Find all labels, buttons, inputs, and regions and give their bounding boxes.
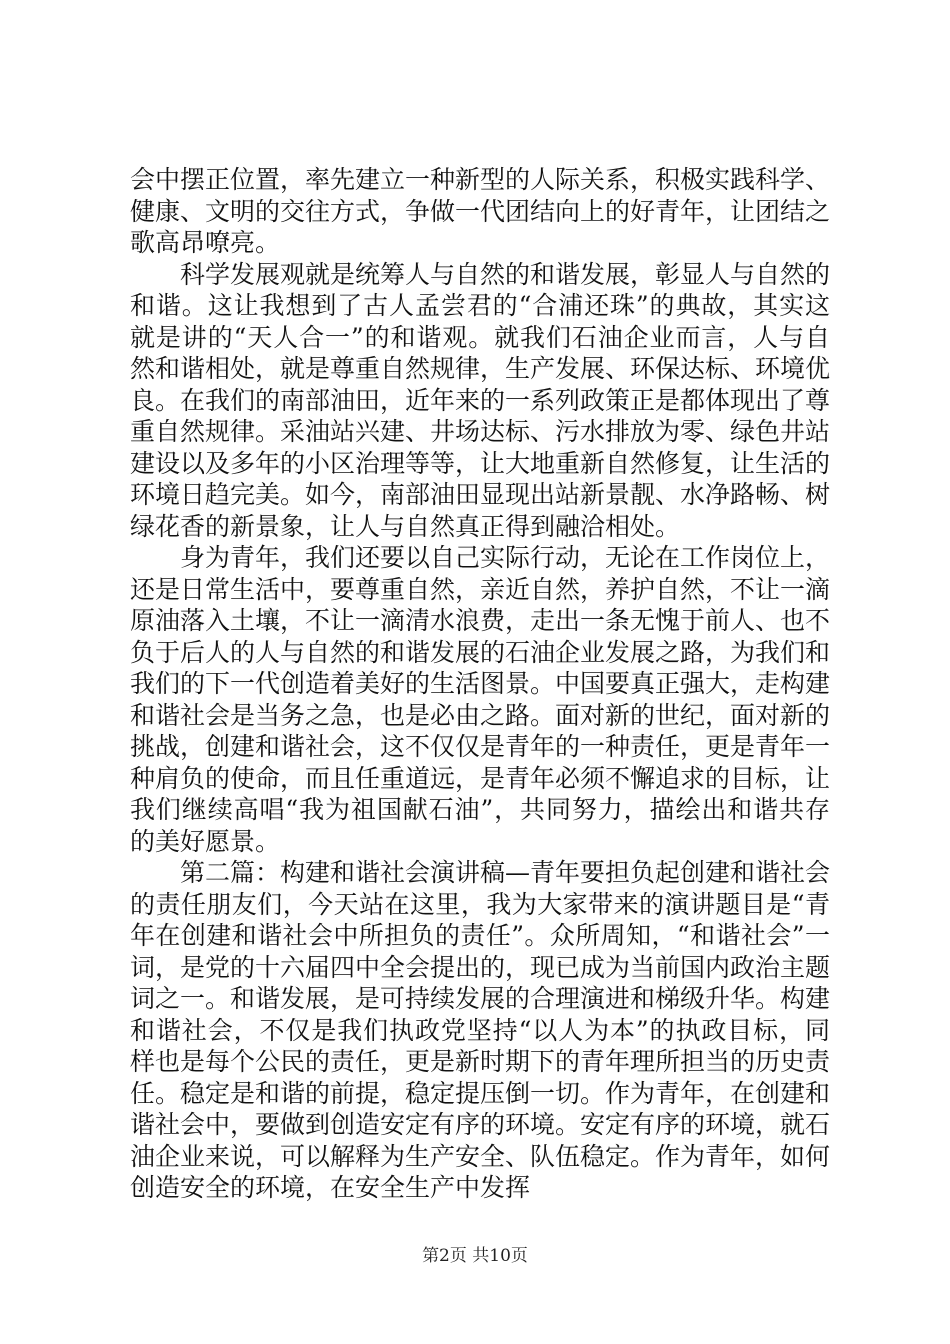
page-number-footer: 第2页 共10页 xyxy=(422,1246,528,1266)
paragraph-3: 身为青年，我们还要以自己实际行动，无论在工作岗位上，还是日常生活中，要尊重自然，亲近自然，养护自然，不让一滴原油落入土壤，不让一滴清水浪费，走出一条无愧于前人、也不负于后人的人与自然的和谐发展的石油企业发展之路，为我们和我们的下一代创造着美好的生活图景。中国要真正强大，走构建和谐社会是当务之急，也是必由之路。面对新的世纪，面对新的挑战，创建和谐社会，这不仅仅是青年的一种责任，更是青年一种肩负的使命，而且任重道远，是青年必须不懈追求的目标，让我们继续高唱“我为祖国献石油”，共同努力，描绘出和谐共存的美好愿景。 xyxy=(130,543,831,856)
paragraph-2: 科学发展观就是统筹人与自然的和谐发展，彰显人与自然的和谐。这让我想到了古人孟尝君的“合浦还珠”的典故，其实这就是讲的“天人合一”的和谐观。就我们石油企业而言，人与自然和谐相处，就是尊重自然规律，生产发展、环保达标、环境优良。在我们的南部油田，近年来的一系列政策正是都体现出了尊重自然规律。采油站兴建、井场达标、污水排放为零、绿色井站建设以及多年的小区治理等等，让大地重新自然修复，让生活的环境日趋完美。如今，南部油田显现出站新景靓、水净路畅、树绿花香的新景象，让人与自然真正得到融洽相处。 xyxy=(130,259,831,541)
paragraph-1: 会中摆正位置，率先建立一种新型的人际关系，积极实践科学、健康、文明的交往方式，争做一代团结向上的好青年，让团结之歌高昂嘹亮。 xyxy=(130,165,831,257)
paragraph-4: 第二篇：构建和谐社会演讲稿—青年要担负起创建和谐社会的责任朋友们，今天站在这里，我为大家带来的演讲题目是“青年在创建和谐社会中所担负的责任”。众所周知，“和谐社会”一词，是党的十六届四中全会提出的，现已成为当前国内政治主题词之一。和谐发展，是可持续发展的合理演进和梯级升华。构建和谐社会，不仅是我们执政党坚持“以人为本”的执政目标，同样也是每个公民的责任，更是新时期下的青年理所担当的历史责任。稳定是和谐的前提，稳定提压倒一切。作为青年，在创建和谐社会中，要做到创造安定有序的环境。安定有序的环境，就石油企业来说，可以解释为生产安全、队伍稳定。作为青年，如何创造安全的环境，在安全生产中发挥 xyxy=(130,858,831,1202)
document-body xyxy=(130,164,830,1204)
